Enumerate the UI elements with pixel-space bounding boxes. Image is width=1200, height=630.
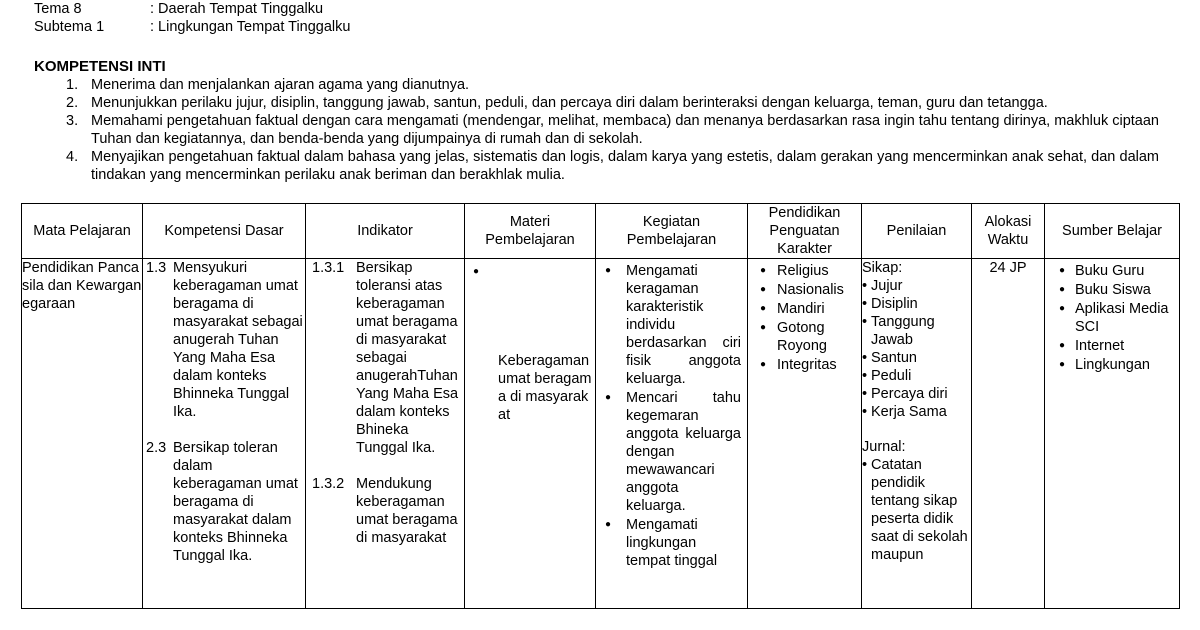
- ki-number: 4.: [66, 149, 79, 165]
- kd-number: 1.3: [146, 260, 167, 276]
- kd-item: [143, 439, 305, 565]
- bullet-icon: ●: [1059, 359, 1066, 370]
- bullet-icon: •: [862, 278, 868, 294]
- ki-text: Menyajikan pengetahuan faktual dalam bahasa yang jelas, sistematis dan logis, dalam karya yang estetis, dalam gerakan yang mencerminkan anak sehat, dan dalam tindakan yang mencerminkan perilaku anak beriman dan berakhlak mulia.: [91, 149, 1159, 183]
- sikap-text: Disiplin: [871, 296, 918, 312]
- sikap-text: Kerja Sama: [871, 404, 947, 420]
- cell-indikator: [306, 259, 465, 609]
- bullet-icon: ●: [1059, 284, 1066, 295]
- header-sumber-belajar: Sumber Belajar: [1045, 204, 1180, 259]
- header-alokasi-waktu: Alokasi Waktu: [972, 204, 1045, 259]
- bullet-icon: •: [862, 368, 868, 384]
- sumber-item: [1059, 281, 1175, 299]
- kd-item: [143, 259, 305, 421]
- bullet-icon: ●: [760, 359, 767, 370]
- bullet-icon: ●: [605, 265, 612, 276]
- kegiatan-item: [605, 389, 741, 515]
- indikator-text: Mendukung keberagaman umat beragama di masyarakat: [356, 476, 458, 546]
- mata-pelajaran-text: Pendidikan Pancasila dan Kewarganegaraan: [22, 260, 142, 312]
- cell-karakter: [748, 259, 862, 609]
- karakter-item: [760, 262, 857, 280]
- kompetensi-inti-heading: KOMPETENSI INTI: [34, 58, 166, 75]
- sumber-text: Aplikasi Media SCI: [1075, 301, 1169, 335]
- bullet-icon: ●: [1059, 265, 1066, 276]
- cell-materi: [465, 259, 596, 609]
- materi-text: Keberagaman umat beragama di masyarakat: [498, 353, 592, 423]
- sikap-item: [862, 349, 971, 367]
- bullet-icon: •: [862, 314, 868, 330]
- sikap-text: Percaya diri: [871, 386, 948, 402]
- kegiatan-item: [605, 262, 741, 388]
- cell-mata-pelajaran: [22, 259, 143, 609]
- sikap-item: [862, 403, 971, 421]
- indikator-number: 1.3.2: [312, 476, 345, 492]
- header-indikator: Indikator: [306, 204, 465, 259]
- karakter-text: Nasionalis: [777, 282, 844, 298]
- jurnal-label: Jurnal:: [862, 439, 906, 455]
- bullet-icon: ●: [1059, 303, 1066, 314]
- tema-label: Tema 8: [34, 1, 82, 17]
- bullet-icon: •: [862, 457, 868, 473]
- sikap-item: [862, 385, 971, 403]
- karakter-item: [760, 319, 857, 355]
- kd-text: Bersikap toleran dalam keberagaman umat beragama di masyarakat dalam konteks Bhinneka Tunggal Ika.: [173, 440, 298, 564]
- bullet-icon: ●: [605, 392, 612, 403]
- bullet-icon: •: [862, 386, 868, 402]
- cell-alokasi-waktu: [972, 259, 1045, 609]
- sumber-text: Buku Guru: [1075, 263, 1145, 279]
- header-materi: Materi Pembelajaran: [465, 204, 596, 259]
- kd-number: 2.3: [146, 440, 167, 456]
- bullet-icon: ●: [760, 284, 767, 295]
- subtema-label: Subtema 1: [34, 19, 105, 35]
- rpp-table: [21, 203, 1180, 609]
- ki-item-2: [0, 94, 1200, 112]
- ki-text: Menunjukkan perilaku jujur, disiplin, tanggung jawab, santun, peduli, dan percaya diri dalam berinteraksi dengan keluarga, teman, guru dan tetangga.: [91, 95, 1048, 111]
- karakter-item: [760, 356, 857, 374]
- bullet-icon: •: [862, 404, 868, 420]
- bullet-icon: ●: [605, 519, 612, 530]
- ki-text: Memahami pengetahuan faktual dengan cara mengamati (mendengar, melihat, membaca) dan menanya berdasarkan rasa ingin tahu tentang dirinya, makhluk ciptaan Tuhan dan kegiatannya, dan benda-benda yang dijumpainya di rumah dan di sekolah.: [91, 113, 1160, 147]
- cell-kompetensi-dasar: [143, 259, 306, 609]
- bullet-icon: ●: [473, 266, 480, 277]
- indikator-text: Bersikap toleransi atas keberagaman umat beragama di masyarakat sebagai anugerahTuhan Yang Maha Esa dalam konteks Bhineka Tunggal Ika.: [356, 260, 459, 456]
- tema-value: : Daerah Tempat Tinggalku: [150, 1, 324, 17]
- subtema-value: : Lingkungan Tempat Tinggalku: [150, 19, 351, 35]
- karakter-text: Gotong Royong: [777, 320, 827, 354]
- ki-number: 3.: [66, 113, 79, 129]
- kegiatan-item: [605, 516, 741, 570]
- header-kompetensi-dasar: Kompetensi Dasar: [143, 204, 306, 259]
- sikap-item: [862, 295, 971, 313]
- sumber-text: Buku Siswa: [1075, 282, 1151, 298]
- ki-number: 2.: [66, 95, 79, 111]
- indikator-item: [306, 475, 464, 547]
- tema-row: [34, 0, 323, 18]
- karakter-text: Religius: [777, 263, 829, 279]
- table-row: [22, 259, 1180, 609]
- karakter-item: [760, 300, 857, 318]
- sumber-item: [1059, 300, 1175, 336]
- table-header-row: [22, 204, 1180, 259]
- sumber-item: [1059, 337, 1175, 355]
- ki-item-4: [0, 148, 1200, 184]
- sikap-text: Santun: [871, 350, 917, 366]
- sumber-item: [1059, 262, 1175, 280]
- jurnal-text: Catatan pendidik tentang sikap peserta didik saat di sekolah maupun: [871, 457, 968, 563]
- karakter-text: Mandiri: [777, 301, 825, 317]
- bullet-icon: ●: [760, 303, 767, 314]
- header-kegiatan: Kegiatan Pembelajaran: [596, 204, 748, 259]
- header-penilaian: Penilaian: [862, 204, 972, 259]
- ki-item-3: [0, 112, 1200, 148]
- ki-item-1: [0, 76, 1200, 94]
- kd-text: Mensyukuri keberagaman umat beragama di masyarakat sebagai anugerah Tuhan Yang Maha Esa dalam konteks Bhinneka Tunggal Ika.: [173, 260, 303, 420]
- karakter-text: Integritas: [777, 357, 837, 373]
- bullet-icon: •: [862, 350, 868, 366]
- kegiatan-text: Mengamati lingkungan tempat tinggal: [626, 517, 718, 569]
- header-mata-pelajaran: Mata Pelajaran: [22, 204, 143, 259]
- bullet-icon: ●: [760, 265, 767, 276]
- sikap-text: Jujur: [871, 278, 903, 294]
- cell-kegiatan: [596, 259, 748, 609]
- kompetensi-inti-list: [0, 76, 1200, 184]
- header-karakter: Pendidikan Penguatan Karakter: [748, 204, 862, 259]
- sikap-text: Tanggung Jawab: [871, 314, 935, 348]
- sikap-item: [862, 277, 971, 295]
- sikap-item: [862, 313, 971, 349]
- subtema-row: [34, 18, 350, 36]
- karakter-item: [760, 281, 857, 299]
- cell-sumber-belajar: [1045, 259, 1180, 609]
- sumber-item: [1059, 356, 1175, 374]
- bullet-icon: ●: [760, 322, 767, 333]
- sikap-text: Peduli: [871, 368, 912, 384]
- sikap-item: [862, 367, 971, 385]
- kegiatan-text: Mencari tahu kegemaran anggota keluarga dengan mewawancari anggota keluarga.: [626, 390, 741, 514]
- indikator-item: [306, 259, 464, 457]
- sikap-label: Sikap:: [862, 260, 903, 276]
- bullet-icon: •: [862, 296, 868, 312]
- jurnal-item: [862, 456, 971, 564]
- indikator-number: 1.3.1: [312, 260, 345, 276]
- alokasi-waktu-text: 24 JP: [989, 260, 1027, 276]
- ki-text: Menerima dan menjalankan ajaran agama yang dianutnya.: [91, 77, 470, 93]
- kegiatan-text: Mengamati keragaman karakteristik individu berdasarkan ciri fisik anggota keluarga.: [626, 263, 741, 387]
- sumber-text: Internet: [1075, 338, 1125, 354]
- cell-penilaian: [862, 259, 972, 609]
- bullet-icon: ●: [1059, 340, 1066, 351]
- ki-number: 1.: [66, 77, 79, 93]
- sumber-text: Lingkungan: [1075, 357, 1150, 373]
